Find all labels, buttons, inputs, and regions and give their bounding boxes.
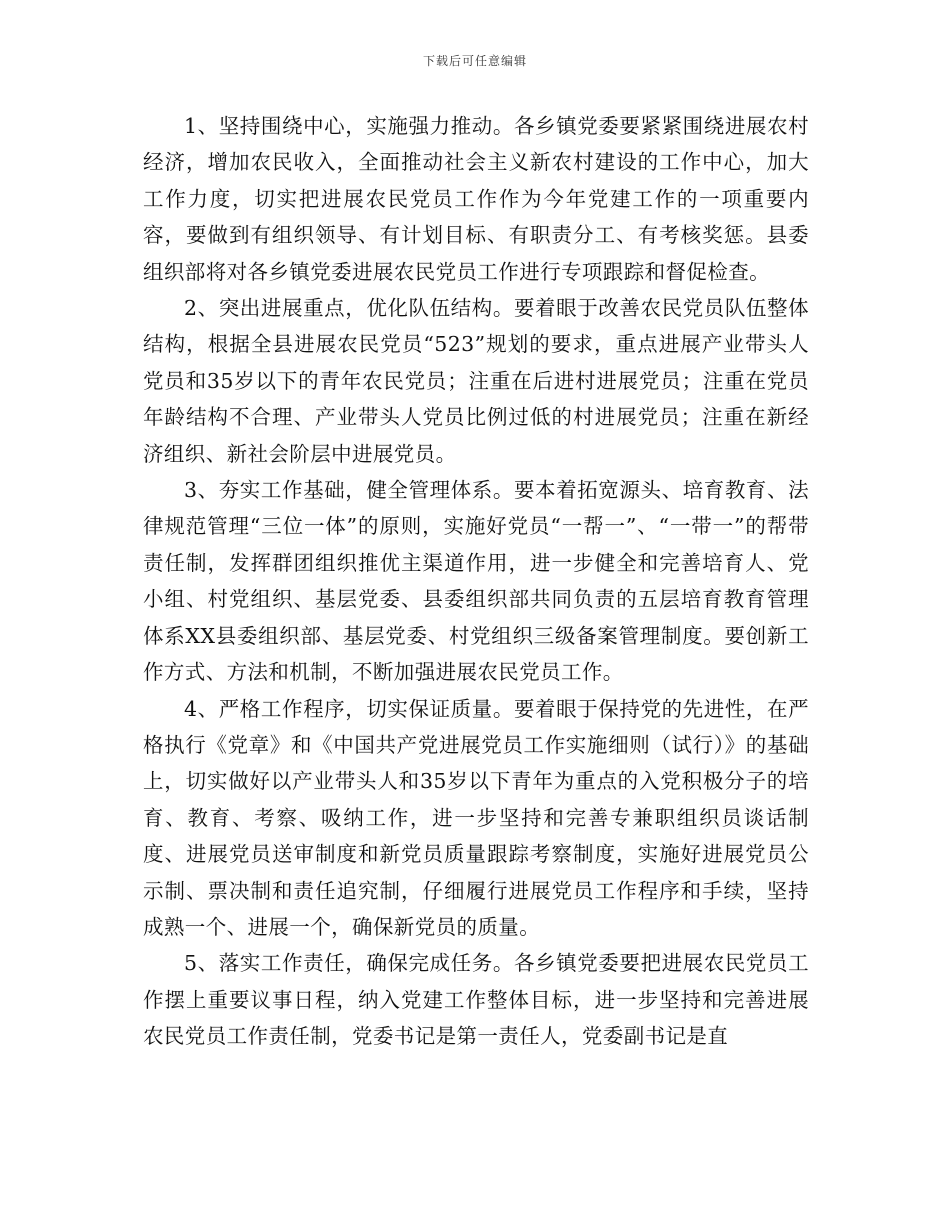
paragraph-5: 5、落实工作责任，确保完成任务。各乡镇党委要把进展农民党员工作摆上重要议事日程，纳入党建工作整体目标，进一步坚持和完善进展农民党员工作责任制，党委书记是第一责任人，党委副书记是直 [143,951,809,1049]
paragraph-3: 3、夯实工作基础，健全管理体系。要本着拓宽源头、培育教育、法律规范管理“三位一体”的原则，实施好党员“一帮一”、“一带一”的帮带责任制，发挥群团组织推优主渠道作用，进一步健全和完善培育人、党小组、村党组织、基层党委、县委组织部共同负责的五层培育教育管理体系XX县委组织部、基层党委、村党组织三级备案管理制度。要创新工作方式、方法和机制，不断加强进展农民党员工作。 [143,478,809,685]
paragraph-4: 4、严格工作程序，切实保证质量。要着眼于保持党的先进性，在严格执行《党章》和《中国共产党进展党员工作实施细则（试行）》的基础上，切实做好以产业带头人和35岁以下青年为重点的入党积极分子的培育、教育、考察、吸纳工作，进一步坚持和完善专兼职组织员谈话制度、进展党员送审制度和新党员质量跟踪考察制度，实施好进展党员公示制、票决制和责任追究制，仔细履行进展党员工作程序和手续，坚持成熟一个、进展一个，确保新党员的质量。 [143,696,809,939]
document-body [143,108,809,1055]
paragraph-2: 2、突出进展重点，优化队伍结构。要着眼于改善农民党员队伍整体结构，根据全县进展农民党员“523”规划的要求，重点进展产业带头人党员和35岁以下的青年农民党员；注重在后进村进展党员；注重在党员年龄结构不合理、产业带头人党员比例过低的村进展党员；注重在新经济组织、新社会阶层中进展党员。 [143,296,809,466]
paragraph-1: 1、坚持围绕中心，实施强力推动。各乡镇党委要紧紧围绕进展农村经济，增加农民收入，全面推动社会主义新农村建设的工作中心，加大工作力度，切实把进展农民党员工作作为今年党建工作的一项重要内容，要做到有组织领导、有计划目标、有职责分工、有考核奖惩。县委组织部将对各乡镇党委进展农民党员工作进行专项跟踪和督促检查。 [143,114,809,284]
page-header: 下载后可任意编辑 [422,54,527,68]
